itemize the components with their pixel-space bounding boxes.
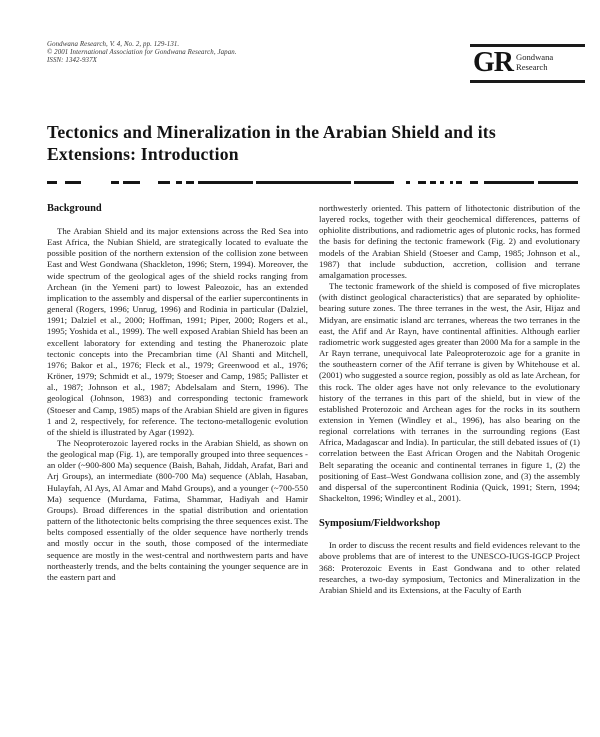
- citation-line-copyright: © 2001 International Association for Gondwana Research, Japan.: [47, 49, 237, 57]
- logo-journal-name: [516, 48, 553, 72]
- journal-citation: [47, 41, 237, 66]
- left-paragraph-1: The Arabian Shield and its major extensions across the Red Sea into East Africa, the Nubian Shield, are strategically located to evaluate the possible position of the northern extension of the collision zone between East and West Gondwana (Shackleton, 1996; Stern, 1994). Moreover, the wide spectrum of the geological ages of the shield rocks ranging from Archean (in the Yemeni part) to lowest Paleozoic, has an extended implication to the assembly and dispersal of the earlier supercontinents in general (Rogers, 1996; Unrug, 1996) and Rodinia in particular (Dalziel, 1991; Dalziel et al., 2000; Hoffman, 1991; Piper, 2000; Rogers et al., 1995; Yoshida et al., 1999). The well exposed Arabian Shield has been an excellent laboratory for extending and testing the Phanerozoic plate tectonic concepts into the Precambrian time (Al Shanti and Mitchell, 1976; Bakor et al., 1976; Fleck et al., 1979; Greenwood et al., 1976; Kröner, 1979; Schmidt et al., 1979; Stoeser and Camp, 1985; Pallister et al., 1987; Johnson et al., 1987; Abdelsalam and Stern, 1996). The geological (Johnson, 1983) and corresponding tectonic framework (Stoeser and Camp, 1985) maps of the Arabian Shield are given in figures 1 and 2, respectively, for reference. The tectono-metallogenic evolution of the shield is illustrated by Agar (1992).: [47, 226, 308, 437]
- logo-name-line1: Gondwana: [516, 52, 554, 62]
- right-column: [319, 203, 580, 596]
- logo-body: [470, 47, 585, 80]
- right-paragraph-2: The tectonic framework of the shield is composed of five microplates (with distinct geological characteristics) that are separated by ophiolite-bearing suture zones. The three terranes in the west, the Asir, Hijaz and Midyan, are ensimatic island arc terranes, whereas the two terranes in the east, the Afif and Ar Rayn, have continental affinities. Although earlier radiometric work suggested ages greater than 2000 Ma for a sample in the Ar Rayn terrane, unequivocal late Paleoproterozoic age for a granite in the southeastern corner of the Afif terrane is given by Whitehouse et al. (2001) who suggested a source region, possibly as old as late Archean, for this rock. The older ages have not only relevance to the evolutionary history of the terranes in this part of the shield, but in view of the established Proterozoic and Archean ages for the rocks in its southern extension in Yemen (Windley et al., 1996), has also bearing on the regional correlations with terranes in the surrounding regions (East Africa, Madagascar and India). In particular, the still debated issues of (1) correlation between the East African Orogen and the Nabitah Orogenic Belt separating the oceanic and continental terranes in figure 1, (2) the positioning of East–West Gondwana collision zone, and (3) the assembly and dispersal of the supercontinent Rodinia (Quick, 1991; Stern, 1994; Shackelton, 1996; Windley et al., 2001).: [319, 281, 580, 504]
- logo-rule-bottom: [470, 80, 585, 83]
- logo-gr-initials: GR: [473, 47, 513, 78]
- right-paragraph-3: In order to discuss the recent results and field evidences relevant to the above problems that are of interest to the UNESCO-IUGS-IGCP Project 368: Proterozoic Events in East Gondwana and to other related researches, a two-day symposium, Tectonics and Mineralization in the Arabian Shield and its Extensions, at the Faculty of Earth: [319, 540, 580, 595]
- paper-title: Tectonics and Mineralization in the Arabian Shield and its Extensions: Introduction: [47, 122, 496, 164]
- right-paragraph-1: northwesterly oriented. This pattern of lithotectonic distribution of the layered rocks, together with their geochemical differences, patterns of ophiolite distributions, and radiometric ages of plutonic rocks, has formed the basis for defining the tectonic framework (Fig. 2) and evolutionary models of the Arabian Shield (Stoeser and Camp, 1985; Johnson et al., 1987) that include subduction, accretion, collision and terrane amalgamation processes.: [319, 203, 580, 280]
- left-column: [47, 203, 308, 596]
- section-heading-symposium: Symposium/Fieldworkshop: [319, 518, 441, 530]
- left-paragraph-2: The Neoproterozoic layered rocks in the Arabian Shield, as shown on the geological map (Fig. 1), are temporally grouped into three sequences - an older (~900-800 Ma) sequence (Baish, Bahah, Jiddah, Arafat, Bari and Arj Groups), an intermediate (800-700 Ma) sequence (Ablah, Hasaban, Hulayfah, Al Ays, Al Amar and Mahd Groups), and a younger (~700-550 Ma) sequence (Murdama, Fatima, Shammar, Hadiyah and Hamir Groups). Broad differences in the spatial distribution and orientation pattern of the lithotectonic belts comprising the three sequences exist. The belts composed essentially of the older sequence have northerly trends and mostly occur in the south, those composed of the intermediate sequence are mostly in the west-central and northwestern parts and have northeasterly trends, and the belts containing the younger sequence are in the eastern part and: [47, 437, 308, 582]
- two-column-body: [47, 203, 580, 596]
- author-line-redacted: [47, 181, 580, 184]
- citation-line-volume: Gondwana Research, V. 4, No. 2, pp. 129-131.: [47, 41, 180, 48]
- citation-line-issn: ISSN: 1342-937X: [47, 57, 97, 65]
- section-heading-background: Background: [47, 203, 102, 214]
- gondwana-research-logo: [470, 44, 585, 83]
- logo-name-line2: Research: [516, 61, 548, 72]
